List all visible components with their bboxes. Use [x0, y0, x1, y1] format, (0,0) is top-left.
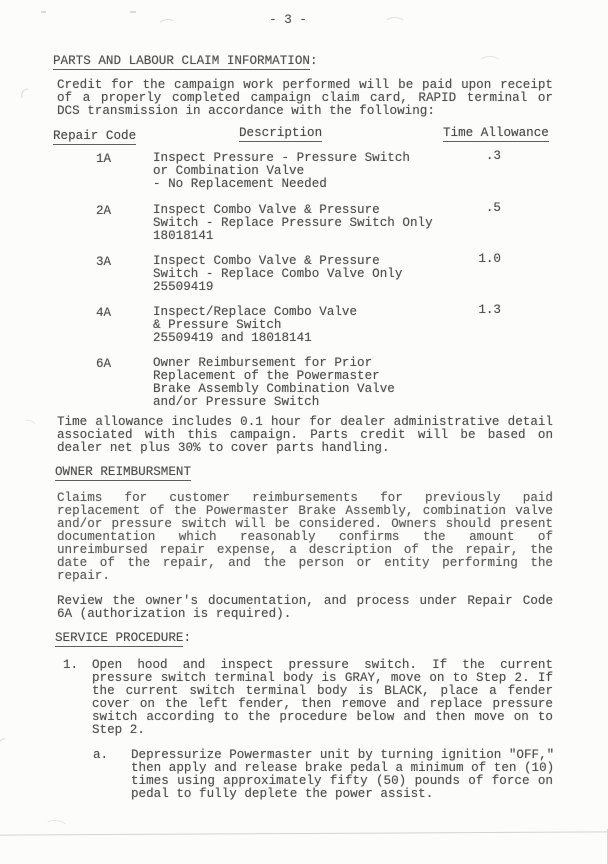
description-line: & Pressure Switch — [153, 318, 282, 332]
owner-reimbursement-heading — [55, 466, 191, 479]
service-procedure-heading — [55, 632, 191, 645]
paragraph-line: then apply and release brake pedal a minimum of ten (10) — [131, 761, 555, 775]
parts-labour-heading — [53, 55, 318, 68]
description-line: Replacement of the Powermaster — [153, 369, 380, 383]
description-line: Owner Reimbursement for Prior — [153, 356, 373, 370]
paragraph-line: Open hood and inspect pressure switch. If the current — [92, 658, 553, 672]
review-documentation-paragraph — [57, 595, 553, 621]
time-allowance-value: 1.3 — [478, 303, 501, 317]
substep-marker: a. — [93, 748, 109, 762]
paragraph-line: unreimbursed repair expense, a description of the repair, the — [57, 543, 553, 557]
paragraph-line: date of the repair, and the person or entity performing the — [57, 556, 553, 570]
scan-artifact — [43, 819, 68, 835]
paragraph-line: Time allowance includes 0.1 hour for dealer administrative detail — [57, 415, 553, 429]
time-allowance-value: .5 — [485, 201, 501, 215]
paragraph-line: pedal to fully deplete the power assist. — [131, 787, 434, 801]
paragraph-line: replacement of the Powermaster Brake Assembly, combination valve — [57, 504, 553, 518]
paragraph-line: the current switch terminal body is BLACK, place a fender — [92, 684, 553, 698]
owner-claims-paragraph — [57, 492, 553, 583]
description-line: Inspect Combo Valve & Pressure — [153, 254, 380, 268]
parts-labour-heading-text: PARTS AND LABOUR CLAIM INFORMATION — [53, 54, 310, 68]
scan-artifact — [0, 732, 36, 767]
scan-artifact — [0, 241, 16, 263]
paragraph-line: DCS transmission in accordance with the following: — [57, 104, 435, 118]
column-header-time-allowance: Time Allowance — [443, 126, 549, 140]
page-number: - 3 - — [269, 13, 307, 27]
paragraph-line: switch according to the procedure below and then move on to — [92, 710, 553, 724]
paragraph-line: Depressurize Powermaster unit by turning ignition "OFF," — [131, 748, 555, 762]
scan-artifact — [478, 56, 502, 72]
step-text — [92, 659, 553, 737]
repair-code-value: 4A — [96, 306, 112, 320]
paragraph-line: associated with this campaign. Parts credit will be based on — [57, 428, 553, 442]
time-allowance-note — [57, 416, 553, 455]
repair-code-value: 1A — [96, 152, 112, 166]
scan-artifact — [384, 17, 406, 31]
description-line: Switch - Replace Pressure Switch Only — [153, 216, 433, 230]
scan-speck — [130, 11, 136, 13]
description-line: - No Replacement Needed — [153, 177, 327, 191]
description-line: Inspect Combo Valve & Pressure — [153, 203, 380, 217]
description-line: Brake Assembly Combination Valve — [153, 382, 395, 396]
scan-artifact — [157, 18, 176, 32]
intro-paragraph — [57, 79, 553, 118]
owner-reimbursement-heading-text: OWNER REIMBURSMENT — [55, 465, 192, 479]
step-marker: 1. — [63, 658, 79, 672]
paragraph-line: Credit for the campaign work performed will be paid upon receipt — [57, 78, 553, 92]
paragraph-line: pressure switch terminal body is GRAY, move on to Step 2. If — [92, 671, 553, 685]
paragraph-line: 6A (authorization is required). — [57, 607, 292, 621]
scan-artifact — [20, 418, 37, 434]
paragraph-line: Step 2. — [92, 723, 145, 737]
service-procedure-heading-colon: : — [183, 631, 192, 645]
paragraph-line: and/or pressure switch will be considered. Owners should present — [57, 517, 553, 531]
paragraph-line: of a properly completed campaign claim card, RAPID terminal or — [57, 91, 553, 105]
scan-speck — [41, 11, 46, 13]
time-allowance-value: 1.0 — [478, 252, 501, 266]
description-line: or Combination Valve — [153, 164, 305, 178]
column-header-description: Description — [239, 126, 323, 140]
description-line: 25509419 — [153, 280, 214, 294]
paragraph-line: Review the owner's documentation, and process under Repair Code — [57, 594, 553, 608]
paragraph-line: Claims for customer reimbursements for previously paid — [57, 491, 553, 505]
description-line: Inspect Pressure - Pressure Switch — [153, 151, 410, 165]
paragraph-line: cover on the left fender, then remove and replace pressure — [92, 697, 553, 711]
paragraph-line: dealer net plus 30% to cover parts handling. — [57, 441, 390, 455]
description-line: Inspect/Replace Combo Valve — [153, 305, 358, 319]
repair-code-value: 6A — [96, 357, 112, 371]
description-line: and/or Pressure Switch — [153, 395, 320, 409]
paragraph-line: times using approximately fifty (50) pounds of force on — [131, 774, 553, 788]
time-allowance-value: .3 — [485, 149, 501, 163]
parts-labour-heading-colon: : — [309, 54, 318, 68]
repair-code-value: 2A — [96, 204, 112, 218]
scan-artifact — [17, 84, 49, 114]
paragraph-line: repair. — [57, 569, 110, 583]
service-procedure-heading-text: SERVICE PROCEDURE — [55, 631, 184, 645]
repair-description — [153, 357, 453, 409]
paragraph-line: documentation which reasonably confirms the amount of — [57, 530, 553, 544]
description-line: 25509419 and 18018141 — [153, 331, 312, 345]
column-header-repair-code: Repair Code — [53, 129, 137, 143]
substep-text — [131, 749, 553, 801]
description-line: 18018141 — [153, 229, 214, 243]
repair-code-value: 3A — [96, 255, 112, 269]
description-line: Switch - Replace Combo Valve Only — [153, 267, 403, 281]
scan-page-edge-line — [0, 831, 608, 835]
